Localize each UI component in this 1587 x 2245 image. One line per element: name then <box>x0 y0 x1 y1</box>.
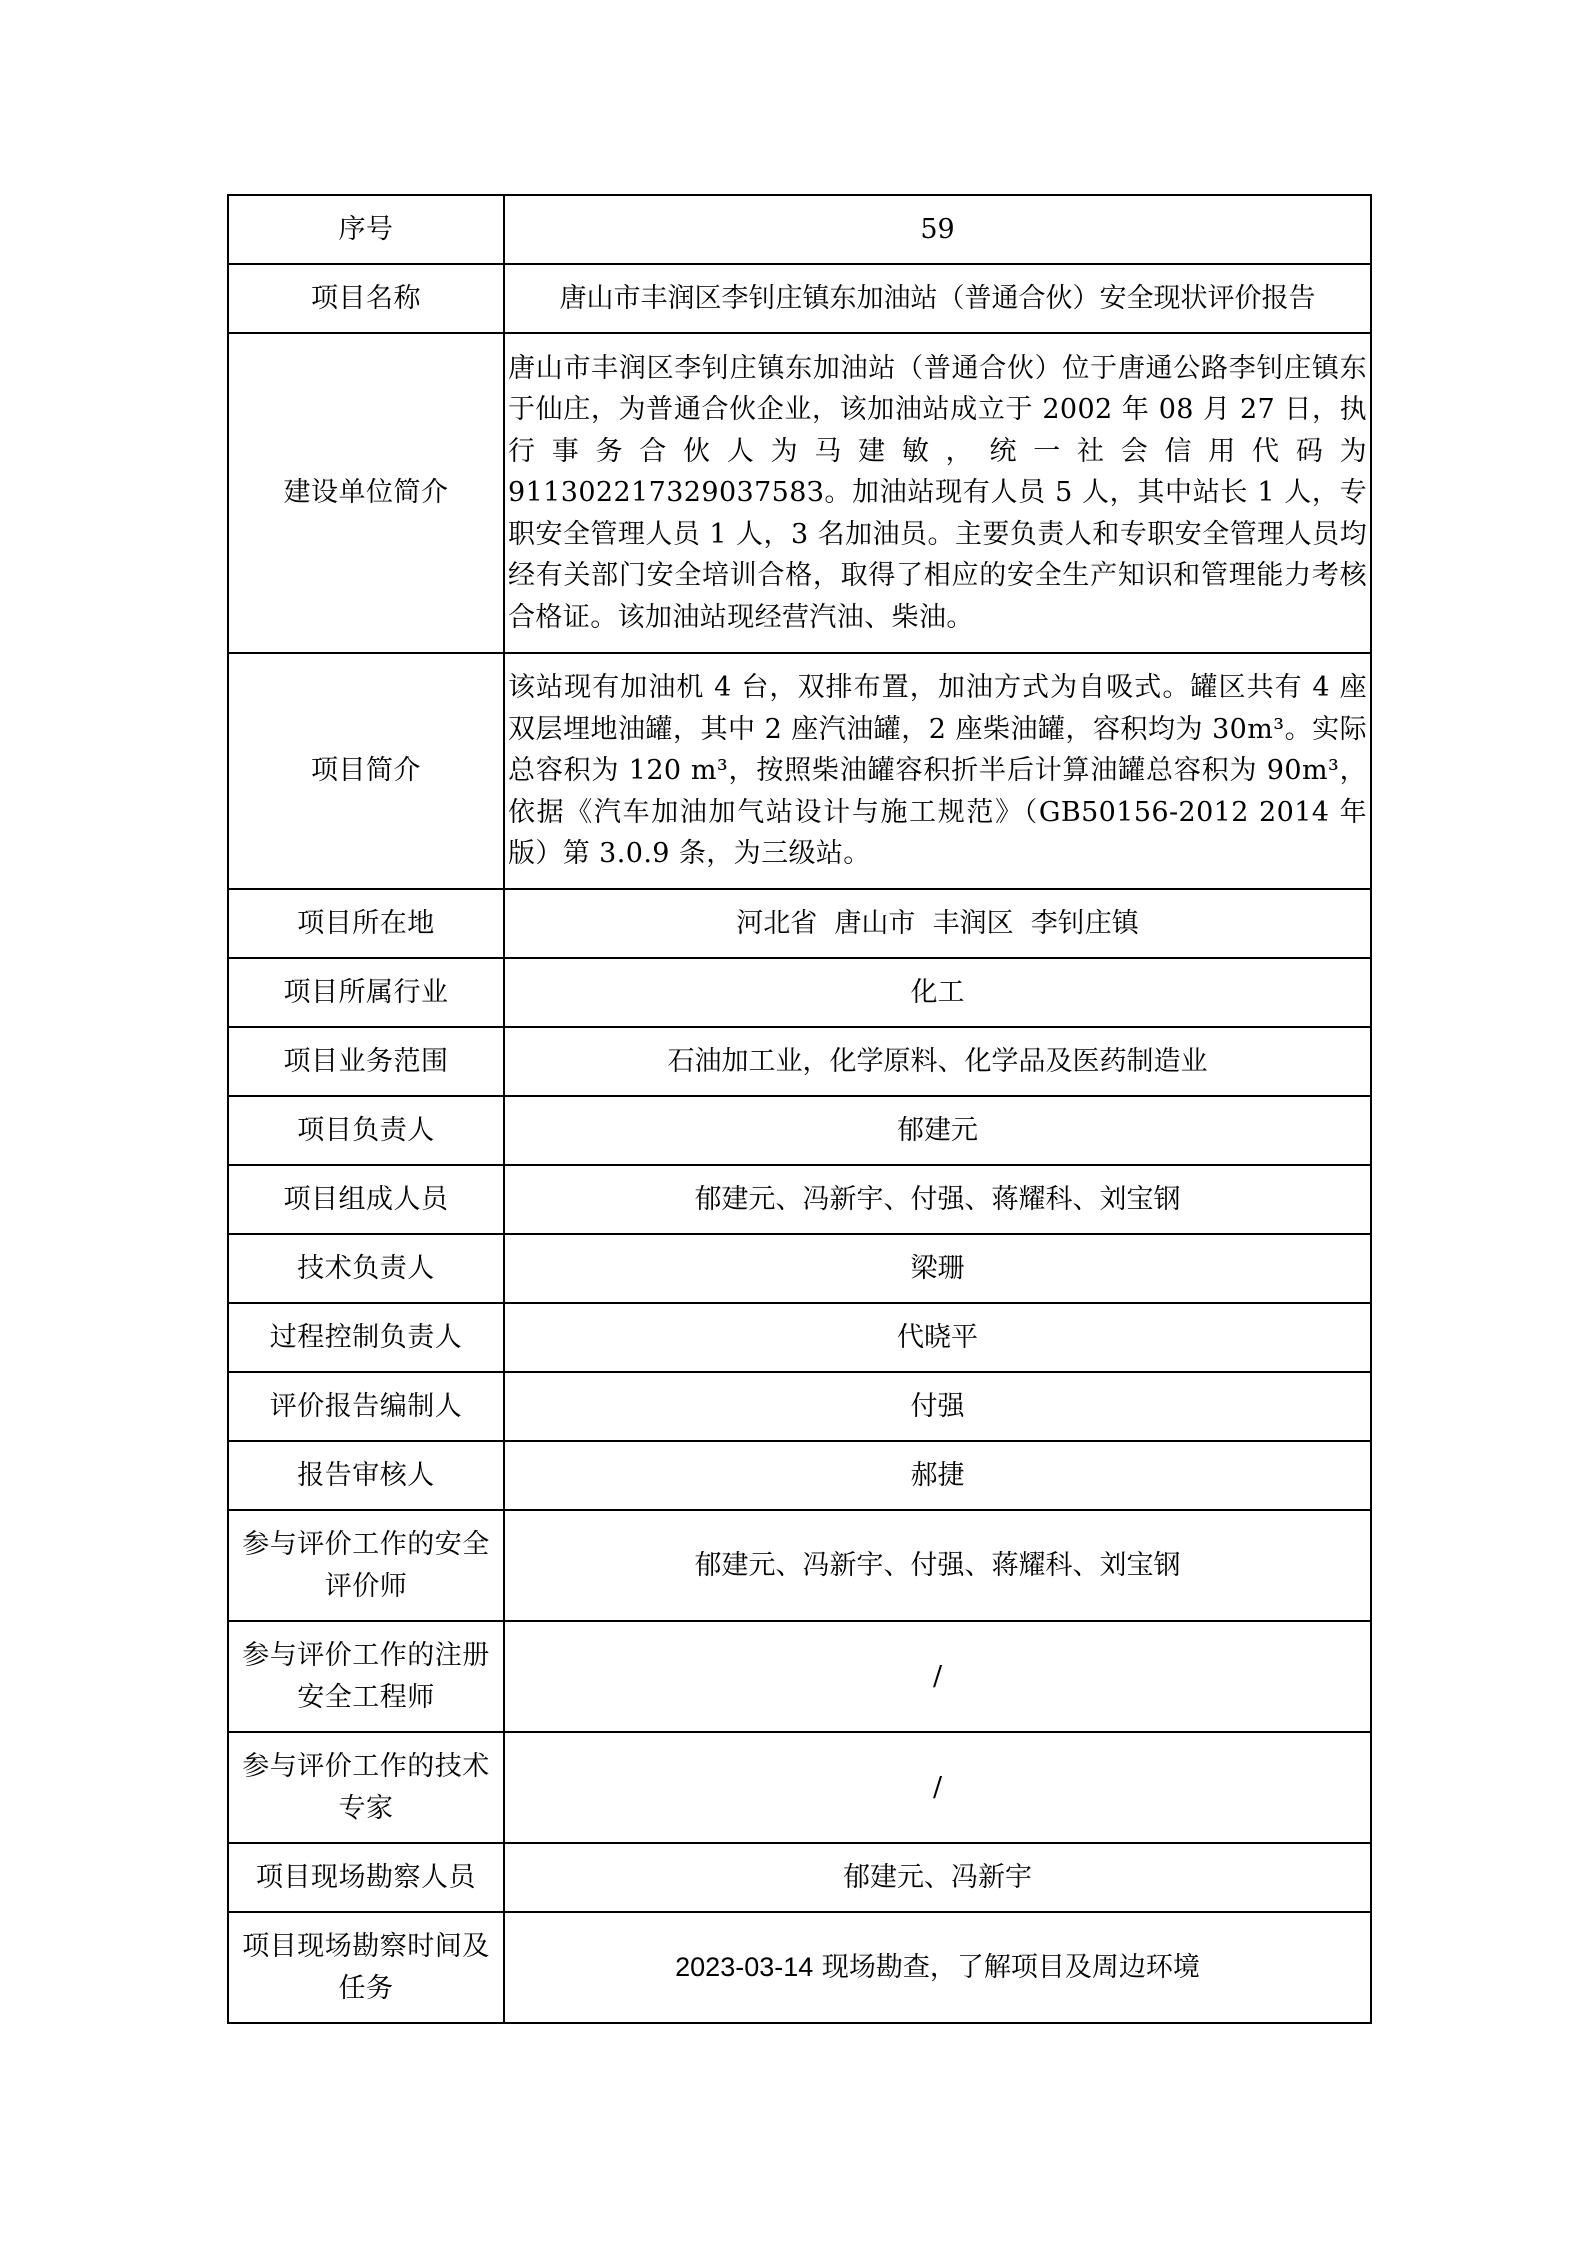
row-label: 项目现场勘察时间及任务 <box>228 1912 504 2023</box>
row-label: 项目负责人 <box>228 1096 504 1165</box>
row-label: 项目简介 <box>228 653 504 889</box>
table-row <box>228 1510 1371 1621</box>
row-label: 报告审核人 <box>228 1441 504 1510</box>
row-value <box>504 1912 1371 2023</box>
row-value: 代晓平 <box>504 1303 1371 1372</box>
row-value: / <box>504 1732 1371 1843</box>
row-value: 郁建元、冯新宇、付强、蒋耀科、刘宝钢 <box>504 1510 1371 1621</box>
row-value: 郁建元、冯新宇 <box>504 1843 1371 1912</box>
row-value: 郁建元、冯新宇、付强、蒋耀科、刘宝钢 <box>504 1165 1371 1234</box>
table-row <box>228 195 1371 264</box>
table-row <box>228 1621 1371 1732</box>
row-label: 序号 <box>228 195 504 264</box>
table-row <box>228 958 1371 1027</box>
row-label: 过程控制负责人 <box>228 1303 504 1372</box>
row-value: 化工 <box>504 958 1371 1027</box>
row-value: 该站现有加油机 4 台，双排布置，加油方式为自吸式。罐区共有 4 座双层埋地油罐，其中 2 座汽油罐，2 座柴油罐，容积均为 30m³。实际总容积为 120 m³，按照柴油罐容积折半后计算油罐总容积为 90m³，依据《汽车加油加气站设计与施工规范》（GB50156-2012 2014 年版）第 3.0.9 条，为三级站。 <box>504 653 1371 889</box>
row-label: 建设单位简介 <box>228 333 504 653</box>
table-row <box>228 1843 1371 1912</box>
project-info-table <box>227 194 1372 2024</box>
table-row <box>228 653 1371 889</box>
table-row <box>228 333 1371 653</box>
table-row <box>228 1303 1371 1372</box>
row-value: 郁建元 <box>504 1096 1371 1165</box>
table-row <box>228 889 1371 958</box>
row-label: 参与评价工作的安全评价师 <box>228 1510 504 1621</box>
row-value: 付强 <box>504 1372 1371 1441</box>
table-row <box>228 1234 1371 1303</box>
row-label: 项目所属行业 <box>228 958 504 1027</box>
row-value: 唐山市丰润区李钊庄镇东加油站（普通合伙）安全现状评价报告 <box>504 264 1371 333</box>
row-label: 评价报告编制人 <box>228 1372 504 1441</box>
row-label: 项目名称 <box>228 264 504 333</box>
table-row <box>228 1732 1371 1843</box>
row-label: 项目组成人员 <box>228 1165 504 1234</box>
table-row <box>228 1912 1371 2023</box>
survey-date: 2023-03-14 <box>675 1952 814 1982</box>
table-row <box>228 1027 1371 1096</box>
row-value: / <box>504 1621 1371 1732</box>
row-value: 59 <box>504 195 1371 264</box>
row-label: 项目业务范围 <box>228 1027 504 1096</box>
row-value: 郝捷 <box>504 1441 1371 1510</box>
row-value: 石油加工业，化学原料、化学品及医药制造业 <box>504 1027 1371 1096</box>
row-value: 唐山市丰润区李钊庄镇东加油站（普通合伙）位于唐通公路李钊庄镇东于仙庄，为普通合伙企业，该加油站成立于 2002 年 08 月 27 日，执行事务合伙人为马建敏，统一社会信用代码为 91130221732903758З。加油站现有人员 5 人，其中站长 1 人，专职安全管理人员 1 人，3 名加油员。主要负责人和专职安全管理人员均经有关部门安全培训合格，取得了相应的安全生产知识和管理能力考核合格证。该加油站现经营汽油、柴油。 <box>504 333 1371 653</box>
table-row <box>228 1372 1371 1441</box>
row-label: 参与评价工作的技术专家 <box>228 1732 504 1843</box>
row-value: 河北省 唐山市 丰润区 李钊庄镇 <box>504 889 1371 958</box>
table-row <box>228 264 1371 333</box>
table-row <box>228 1441 1371 1510</box>
survey-task: 现场勘查，了解项目及周边环境 <box>813 1952 1200 1983</box>
row-label: 技术负责人 <box>228 1234 504 1303</box>
row-value: 梁珊 <box>504 1234 1371 1303</box>
table-row <box>228 1096 1371 1165</box>
row-label: 参与评价工作的注册安全工程师 <box>228 1621 504 1732</box>
row-label: 项目现场勘察人员 <box>228 1843 504 1912</box>
row-label: 项目所在地 <box>228 889 504 958</box>
table-row <box>228 1165 1371 1234</box>
